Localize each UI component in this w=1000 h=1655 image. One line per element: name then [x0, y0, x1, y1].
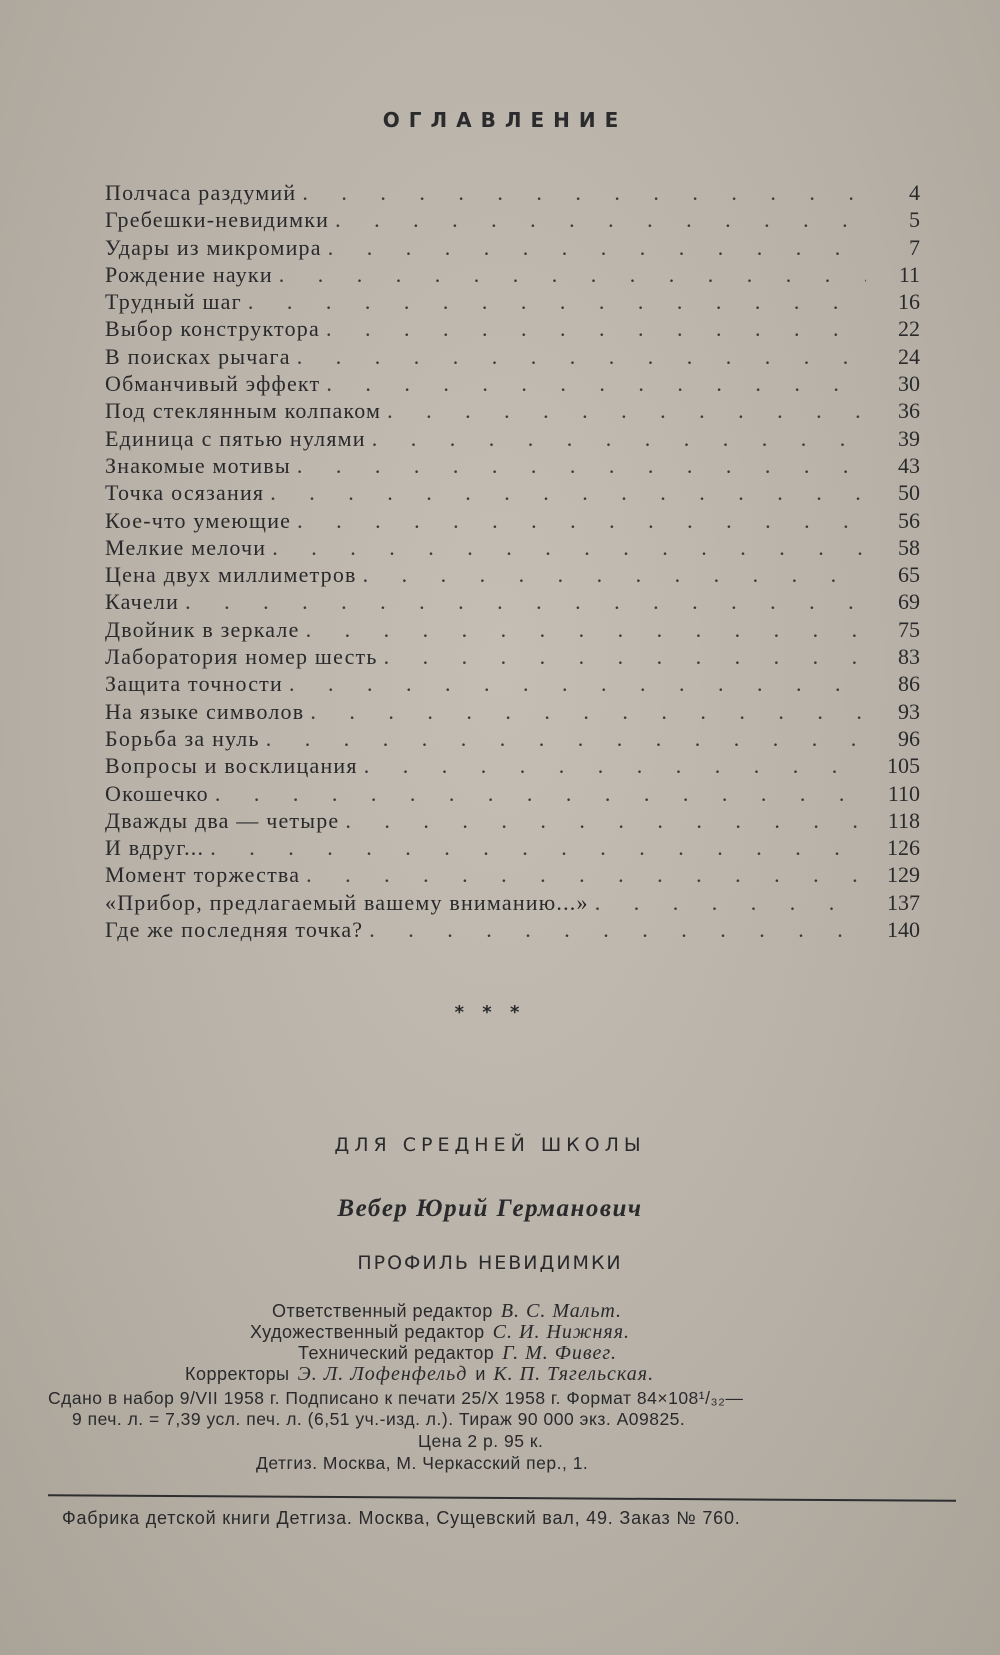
- imprint-line: 9 печ. л. = 7,39 усл. печ. л. (6,51 уч.-изд. л.). Тираж 90 000 экз. А09825.: [72, 1409, 686, 1429]
- credit-role: Корректоры: [185, 1364, 290, 1384]
- toc-entry-page: 5: [909, 207, 920, 233]
- toc-entry: [105, 508, 920, 535]
- toc-entry: [105, 235, 920, 262]
- credit-role: Ответственный редактор: [272, 1301, 493, 1321]
- toc-entry-title: Кое-что умеющие: [105, 507, 292, 533]
- toc-entry-page: 24: [898, 343, 920, 369]
- toc-entry-page: 56: [898, 507, 920, 533]
- toc-entry-title: Лаборатория номер шесть: [105, 644, 378, 670]
- table-of-contents: [105, 180, 920, 944]
- toc-entry-title: «Прибор, предлагаемый вашему вниманию...»: [105, 889, 589, 915]
- toc-leader-dots: [215, 781, 866, 807]
- credit-responsible-editor: [272, 1300, 622, 1323]
- footer-rule: [48, 1494, 956, 1502]
- toc-entry: [105, 180, 920, 207]
- toc-entry-page: 129: [887, 862, 920, 888]
- toc-entry-title: Мелкие мелочи: [105, 534, 267, 560]
- toc-entry-title: На языке символов: [105, 698, 305, 724]
- toc-leader-dots: [248, 289, 866, 315]
- toc-entry-title: Трудный шаг: [105, 289, 242, 315]
- toc-entry-page: 65: [898, 562, 920, 588]
- toc-entry-page: 50: [898, 480, 920, 506]
- toc-entry-title: Удары из микромира: [105, 234, 322, 260]
- toc-entry-title: Момент торжества: [105, 862, 301, 888]
- toc-entry-page: 118: [887, 807, 920, 833]
- toc-entry: [105, 289, 920, 316]
- toc-entry-page: 96: [898, 725, 920, 751]
- toc-entry-title: В поисках рычага: [105, 343, 291, 369]
- series-label: ДЛЯ СРЕДНЕЙ ШКОЛЫ: [334, 1134, 646, 1156]
- toc-leader-dots: [272, 535, 866, 561]
- toc-entry: [105, 589, 920, 616]
- toc-entry-page: 43: [898, 452, 920, 478]
- toc-leader-dots: [345, 808, 866, 834]
- toc-leader-dots: [306, 617, 866, 643]
- toc-entry-title: Гребешки-невидимки: [105, 207, 330, 233]
- printing-house-line: Фабрика детской книги Детгиза. Москва, Сущевский вал, 49. Заказ № 760.: [62, 1508, 741, 1528]
- toc-entry-page: 75: [898, 616, 920, 642]
- toc-leader-dots: [595, 890, 866, 916]
- toc-entry: [105, 344, 920, 371]
- toc-entry-page: 16: [898, 289, 920, 315]
- toc-entry: [105, 781, 920, 808]
- toc-leader-dots: [363, 562, 866, 588]
- toc-entry: [105, 617, 920, 644]
- credit-role: Художественный редактор: [250, 1322, 485, 1342]
- toc-entry-page: 105: [887, 753, 920, 779]
- toc-entry-title: Где же последняя точка?: [105, 917, 364, 943]
- toc-entry-page: 7: [909, 234, 920, 260]
- toc-entry: [105, 753, 920, 780]
- toc-leader-dots: [387, 398, 866, 424]
- toc-leader-dots: [185, 589, 866, 615]
- toc-entry-page: 86: [898, 671, 920, 697]
- credit-person: В. С. Мальт.: [500, 1300, 623, 1322]
- book-title: ПРОФИЛЬ НЕВИДИМКИ: [357, 1252, 623, 1274]
- toc-entry-title: Цена двух миллиметров: [105, 562, 357, 588]
- toc-entry: [105, 644, 920, 671]
- toc-entry: [105, 207, 920, 234]
- toc-leader-dots: [364, 753, 866, 779]
- toc-entry-page: 39: [898, 425, 920, 451]
- author-name: Вебер Юрий Германович: [337, 1195, 643, 1222]
- toc-leader-dots: [302, 180, 866, 206]
- toc-entry-title: И вдруг...: [105, 835, 205, 861]
- toc-entry: [105, 671, 920, 698]
- toc-leader-dots: [369, 917, 866, 943]
- toc-leader-dots: [326, 371, 866, 397]
- toc-entry: [105, 316, 920, 343]
- toc-entry-page: 126: [887, 835, 920, 861]
- toc-entry-title: Защита точности: [105, 671, 283, 697]
- toc-leader-dots: [372, 426, 866, 452]
- toc-entry-title: Двойник в зеркале: [105, 616, 300, 642]
- toc-entry: [105, 835, 920, 862]
- toc-leader-dots: [335, 207, 866, 233]
- toc-leader-dots: [279, 262, 866, 288]
- toc-heading: ОГЛАВЛЕНИЕ: [382, 108, 628, 132]
- toc-leader-dots: [306, 862, 866, 888]
- toc-entry-title: Точка осязания: [105, 480, 265, 506]
- toc-entry-title: Обманчивый эффект: [105, 371, 321, 397]
- imprint-line: Цена 2 р. 95 к.: [418, 1431, 544, 1451]
- toc-entry-page: 93: [898, 698, 920, 724]
- toc-entry: [105, 562, 920, 589]
- toc-entry-page: 11: [898, 261, 920, 287]
- toc-entry: [105, 426, 920, 453]
- toc-leader-dots: [297, 453, 866, 479]
- toc-entry-title: Борьба за нуль: [105, 725, 260, 751]
- toc-entry: [105, 808, 920, 835]
- toc-entry: [105, 535, 920, 562]
- toc-entry-title: Рождение науки: [105, 261, 273, 287]
- toc-leader-dots: [289, 671, 866, 697]
- toc-entry-title: Под стеклянным колпаком: [105, 398, 382, 424]
- imprint-line: Сдано в набор 9/VII 1958 г. Подписано к печати 25/X 1958 г. Формат 84×108¹/₃₂—: [48, 1388, 744, 1408]
- toc-entry: [105, 371, 920, 398]
- toc-entry: [105, 480, 920, 507]
- credit-person: Г. М. Фивег.: [502, 1342, 617, 1364]
- toc-entry: [105, 262, 920, 289]
- toc-entry: [105, 398, 920, 425]
- credit-role: Технический редактор: [298, 1343, 495, 1363]
- toc-leader-dots: [270, 480, 866, 506]
- toc-entry: [105, 890, 920, 917]
- toc-leader-dots: [297, 508, 866, 534]
- toc-entry-title: Полчаса раздумий: [105, 180, 297, 205]
- toc-entry-title: Выбор конструктора: [105, 316, 320, 342]
- toc-entry-page: 140: [887, 917, 920, 943]
- toc-leader-dots: [384, 644, 866, 670]
- toc-entry-title: Дважды два — четыре: [105, 807, 340, 833]
- toc-leader-dots: [310, 699, 866, 725]
- toc-entry-page: 36: [898, 398, 920, 424]
- toc-leader-dots: [210, 835, 866, 861]
- toc-entry: [105, 699, 920, 726]
- toc-entry: [105, 917, 920, 944]
- toc-leader-dots: [326, 316, 866, 342]
- toc-entry-page: 30: [898, 371, 920, 397]
- credit-person: С. И. Нижняя.: [492, 1321, 631, 1343]
- toc-leader-dots: [328, 235, 866, 261]
- toc-entry: [105, 726, 920, 753]
- toc-entry-page: 69: [898, 589, 920, 615]
- section-separator: * * *: [454, 1002, 526, 1023]
- toc-entry-title: Качели: [105, 589, 180, 615]
- toc-entry-page: 110: [887, 780, 920, 806]
- credit-conjunction: и: [475, 1364, 486, 1384]
- toc-entry-title: Единица с пятью нулями: [105, 425, 366, 451]
- credit-tech-editor: [298, 1342, 617, 1365]
- toc-leader-dots: [297, 344, 866, 370]
- toc-entry-page: 137: [887, 889, 920, 915]
- imprint-line: Детгиз. Москва, М. Черкасский пер., 1.: [256, 1453, 589, 1473]
- toc-entry-page: 22: [898, 316, 920, 342]
- toc-entry-title: Вопросы и восклицания: [105, 753, 358, 779]
- credit-person: К. П. Тягельская.: [493, 1363, 655, 1385]
- toc-entry-page: 83: [898, 644, 920, 670]
- toc-entry: [105, 453, 920, 480]
- toc-entry-title: Окошечко: [105, 780, 209, 806]
- toc-entry-title: Знакомые мотивы: [105, 452, 291, 478]
- toc-leader-dots: [266, 726, 866, 752]
- toc-entry: [105, 862, 920, 889]
- toc-entry-page: 58: [898, 534, 920, 560]
- credit-art-editor: [250, 1321, 630, 1344]
- credit-proofreaders: [185, 1363, 654, 1386]
- toc-entry-page: 4: [909, 180, 920, 205]
- credit-person: Э. Л. Лофенфельд: [297, 1363, 468, 1385]
